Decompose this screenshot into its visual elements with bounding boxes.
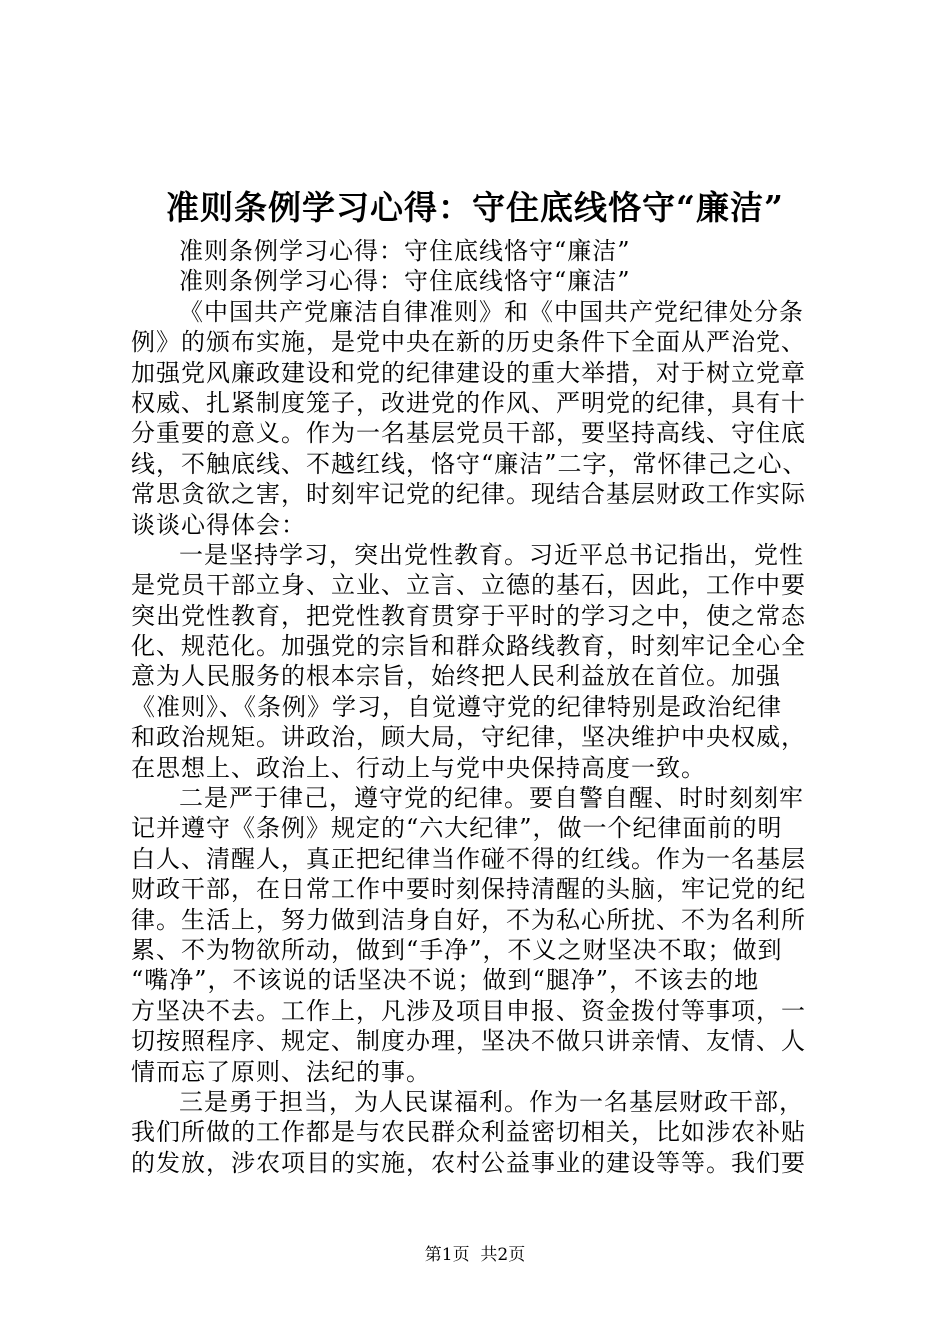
paragraph-line: 财政干部，在日常工作中要时刻保持清醒的头脑，牢记党的纪 [131, 875, 806, 904]
paragraph-line: 常思贪欲之害，时刻牢记党的纪律。现结合基层财政工作实际 [131, 480, 806, 509]
paragraph-line: 意为人民服务的根本宗旨，始终把人民利益放在首位。加强 [131, 662, 781, 691]
paragraph-line: 白人、清醒人，真正把纪律当作碰不得的红线。作为一名基层 [131, 844, 806, 873]
paragraph-line: 切按照程序、规定、制度办理，坚决不做只讲亲情、友情、人 [131, 1027, 806, 1056]
subtitle-line: 准则条例学习心得：守住底线恪守“廉洁” [179, 237, 631, 265]
paragraph-line: 一是坚持学习，突出党性教育。习近平总书记指出，党性 [179, 540, 804, 569]
paragraph-line: 三是勇于担当，为人民谋福利。作为一名基层财政干部， [179, 1087, 804, 1116]
page-number-footer: 第1页 共2页 [424, 1245, 526, 1265]
paragraph-line: 在思想上、政治上、行动上与党中央保持高度一致。 [131, 753, 706, 782]
paragraph-line: 方坚决不去。工作上，凡涉及项目申报、资金拨付等事项，一 [131, 996, 806, 1025]
paragraph-line: 是党员干部立身、立业、立言、立德的基石，因此，工作中要 [131, 571, 806, 600]
paragraph-line: 谈谈心得体会： [131, 510, 306, 539]
paragraph-line: 例》的颁布实施，是党中央在新的历史条件下全面从严治党、 [131, 328, 806, 357]
paragraph-line: 累、不为物欲所动，做到“手净”，不义之财坚决不取；做到 [131, 935, 783, 964]
paragraph-line: 的发放，涉农项目的实施，农村公益事业的建设等等。我们要 [131, 1148, 806, 1177]
paragraph-line: 我们所做的工作都是与农民群众利益密切相关，比如涉农补贴 [131, 1118, 806, 1147]
paragraph-line: 权威、扎紧制度笼子，改进党的作风、严明党的纪律，具有十 [131, 388, 806, 417]
paragraph-line: “嘴净”，不该说的话坚决不说；做到“腿净”，不该去的地 [131, 966, 760, 995]
paragraph-line: 和政治规矩。讲政治，顾大局，守纪律，坚决维护中央权威， [131, 723, 806, 752]
paragraph-line: 《中国共产党廉洁自律准则》和《中国共产党纪律处分条 [179, 297, 804, 326]
paragraph-line: 记并遵守《条例》规定的“六大纪律”，做一个纪律面前的明 [131, 814, 783, 843]
paragraph-line: 二是严于律己，遵守党的纪律。要自警自醒、时时刻刻牢 [179, 784, 804, 813]
subtitle-line: 准则条例学习心得：守住底线恪守“廉洁” [179, 267, 631, 296]
paragraph-line: 律。生活上，努力做到洁身自好，不为私心所扰、不为名利所 [131, 905, 806, 934]
document-body [131, 236, 831, 1178]
paragraph-line: 《准则》、《条例》学习，自觉遵守党的纪律特别是政治纪律 [131, 692, 782, 721]
paragraph-line: 线，不触底线、不越红线，恪守“廉洁”二字，常怀律己之心、 [131, 449, 808, 478]
paragraph-line: 加强党风廉政建设和党的纪律建设的重大举措，对于树立党章 [131, 358, 806, 387]
document-title: 准则条例学习心得：守住底线恪守“廉洁” [166, 188, 784, 227]
paragraph-line: 化、规范化。加强党的宗旨和群众路线教育，时刻牢记全心全 [131, 632, 806, 661]
paragraph-line: 情而忘了原则、法纪的事。 [131, 1057, 431, 1086]
paragraph-line: 分重要的意义。作为一名基层党员干部，要坚持高线、守住底 [131, 419, 806, 448]
paragraph-line: 突出党性教育，把党性教育贯穿于平时的学习之中，使之常态 [131, 601, 806, 630]
